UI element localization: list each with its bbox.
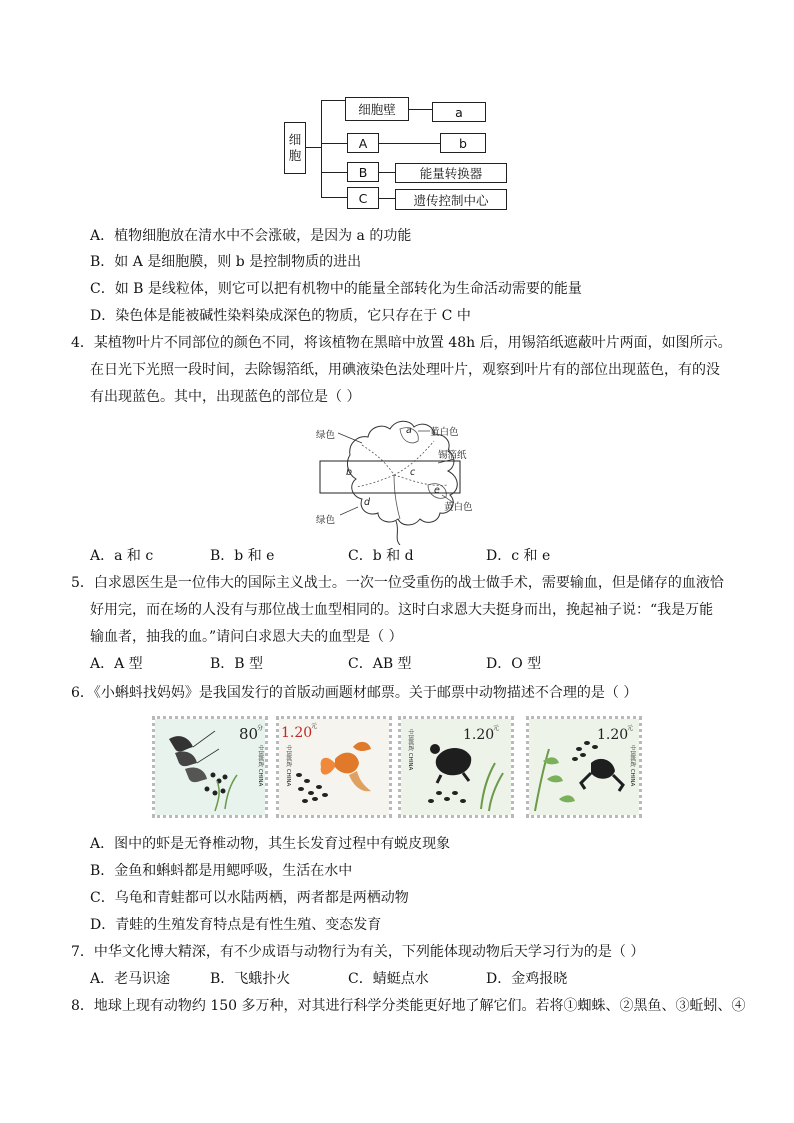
stamp-2-country: 中国邮政 CHINA bbox=[285, 745, 291, 787]
box-C: C bbox=[347, 187, 379, 209]
q3-option-c: C．如 B 是线粒体，则它可以把有机物中的能量全部转化为生命活动需要的能量 bbox=[90, 281, 582, 297]
stamp-goldfish bbox=[276, 716, 392, 818]
box-a: a bbox=[432, 102, 486, 122]
box-genetic-control-center: 遗传控制中心 bbox=[395, 189, 507, 210]
q4-option-b: B．b 和 e bbox=[210, 548, 275, 564]
q5-option-b: B．B 型 bbox=[210, 656, 264, 672]
q6-option-b: B．金鱼和蝌蚪都是用鳃呼吸，生活在水中 bbox=[90, 863, 353, 879]
leaf-label-foil: 锡箔纸 bbox=[438, 450, 467, 461]
leaf-label-green-bottom: 绿色 bbox=[316, 515, 336, 526]
stamp-1-country: 中国邮政 CHINA bbox=[257, 745, 263, 787]
stamp-2-sup: 元 bbox=[311, 723, 318, 730]
q5-option-a: A．A 型 bbox=[90, 656, 143, 672]
stamp-1-sup: 分 bbox=[257, 725, 264, 732]
q7-stem: 7．中华文化博大精深，有不少成语与动物行为有关，下列能体现动物后天学习行为的是（ ） bbox=[71, 944, 645, 960]
q4-stem-line-1: 4．某植物叶片不同部位的颜色不同，将该植物在黑暗中放置 48h 后，用锡箔纸遮蔽叶片两面，如图所示。 bbox=[71, 335, 732, 351]
diagram-side-box bbox=[284, 122, 306, 174]
q6-option-c: C．乌龟和青蛙都可以水陆两栖，两者都是两栖动物 bbox=[90, 890, 409, 906]
diagram-side-label-2: 胞 bbox=[288, 148, 302, 163]
leaf-label-c: c bbox=[410, 467, 416, 478]
leaf-label-e: e bbox=[434, 485, 440, 496]
box-A: A bbox=[347, 133, 379, 153]
q5-stem-line-3: 输血者，抽我的血。”请问白求恩大夫的血型是（ ） bbox=[90, 629, 403, 645]
q7-option-d: D．金鸡报晓 bbox=[486, 971, 568, 987]
stamp-4-country: 中国邮政 CHINA bbox=[629, 745, 635, 787]
q4-stem-line-3: 有出现蓝色。其中，出现蓝色的部位是（ ） bbox=[90, 389, 361, 405]
diagram-side-label-1: 细 bbox=[288, 132, 302, 147]
stamp-3-country: 中国邮政 CHINA bbox=[407, 729, 413, 771]
leaf-figure bbox=[310, 415, 500, 545]
stamp-shrimp bbox=[152, 716, 268, 818]
q6-option-a: A．图中的虾是无脊椎动物，其生长发育过程中有蜕皮现象 bbox=[90, 836, 451, 852]
box-b: b bbox=[440, 133, 486, 153]
box-cell-wall: 细胞壁 bbox=[345, 97, 409, 121]
leaf-label-yellow-white-top: 黄白色 bbox=[430, 427, 459, 438]
stamp-1-value: 80 bbox=[239, 725, 259, 743]
q4-option-d: D．c 和 e bbox=[486, 548, 551, 564]
q4-stem-line-2: 在日光下光照一段时间，去除锡箔纸，用碘液染色法处理叶片，观察到叶片有的部位出现蓝色，有的没 bbox=[90, 362, 720, 378]
stamp-3-value: 1.20 bbox=[463, 727, 495, 743]
q7-option-c: C．蜻蜓点水 bbox=[348, 971, 429, 987]
q4-option-c: C．b 和 d bbox=[348, 548, 414, 564]
leaf-label-b: b bbox=[346, 467, 353, 478]
q6-option-d: D．青蛙的生殖发育特点是有性生殖、变态发育 bbox=[90, 917, 382, 933]
stamp-frog bbox=[526, 716, 642, 818]
box-energy-converter: 能量转换器 bbox=[395, 163, 507, 183]
leaf-label-d: d bbox=[364, 497, 371, 508]
stamp-turtle bbox=[398, 716, 514, 818]
leaf-drawing bbox=[310, 415, 500, 545]
q3-option-d: D．染色体是能被碱性染料染成深色的物质，它只存在于 C 中 bbox=[90, 308, 471, 324]
stamp-2-value: 1.20 bbox=[281, 725, 313, 741]
leaf-label-yellow-white-bottom: 黄白色 bbox=[444, 502, 473, 513]
q5-stem-line-1: 5．白求恩医生是一位伟大的国际主义战士。一次一位受重伤的战士做手术，需要输血，但是储存的血液恰 bbox=[71, 575, 724, 591]
q6-stem: 6．《小蝌蚪找妈妈》是我国发行的首版动画题材邮票。关于邮票中动物描述不合理的是（ ） bbox=[71, 685, 638, 701]
q5-option-d: D．O 型 bbox=[486, 656, 542, 672]
q3-option-b: B．如 A 是细胞膜，则 b 是控制物质的进出 bbox=[90, 254, 362, 270]
q8-stem: 8．地球上现有动物约 150 多万种，对其进行科学分类能更好地了解它们。若将①蜘蛛、②黑鱼、③蚯蚓、④ bbox=[71, 998, 746, 1014]
stamp-4-sup: 元 bbox=[627, 725, 634, 732]
q5-stem-line-2: 好用完，而在场的人没有与那位战士血型相同的。这时白求恩大夫挺身而出，挽起袖子说：“我是万能 bbox=[90, 602, 714, 618]
leaf-label-green-top: 绿色 bbox=[316, 430, 336, 441]
stamp-3-sup: 元 bbox=[493, 725, 500, 732]
stamp-4-value: 1.20 bbox=[597, 727, 629, 743]
q7-option-a: A．老马识途 bbox=[90, 971, 171, 987]
q5-option-c: C．AB 型 bbox=[348, 656, 412, 672]
q3-option-a: A．植物细胞放在清水中不会涨破，是因为 a 的功能 bbox=[90, 228, 412, 244]
q7-option-b: B．飞蛾扑火 bbox=[210, 971, 291, 987]
q4-option-a: A．a 和 c bbox=[90, 548, 154, 564]
leaf-label-a: a bbox=[406, 425, 412, 436]
box-B: B bbox=[347, 162, 379, 182]
